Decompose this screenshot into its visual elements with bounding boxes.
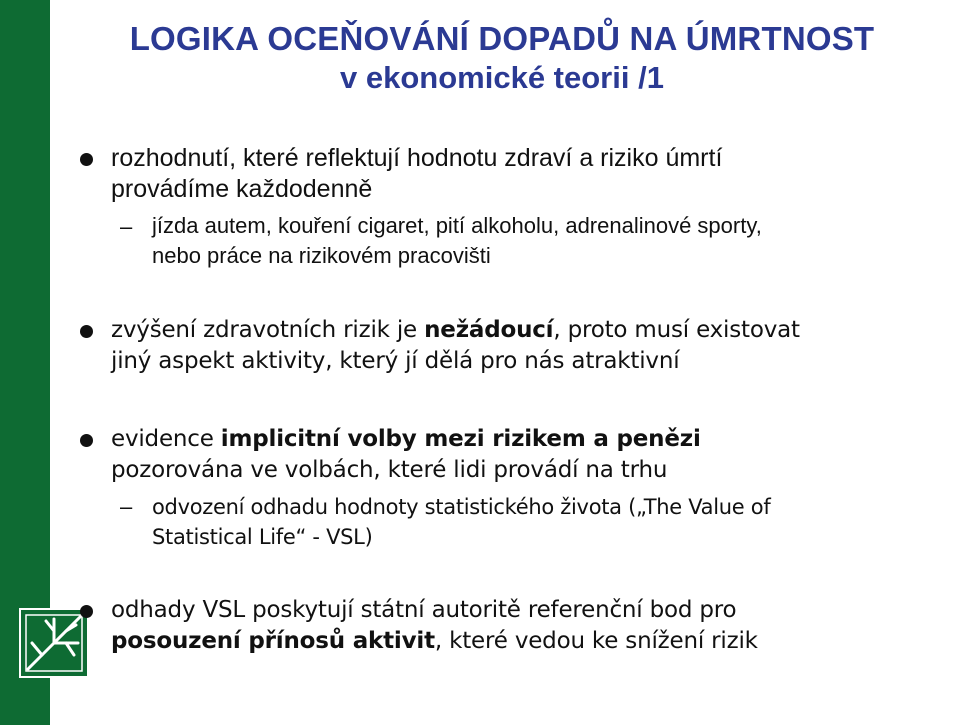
bullet-4 [111, 595, 951, 657]
bullet-4-line1: odhady VSL poskytují státní autoritě referenční bod pro [111, 597, 737, 623]
sub-bullet-dash: – [120, 494, 133, 519]
bullet-4-line2 [111, 626, 951, 657]
bullet-3-emphasis: implicitní volby mezi rizikem a penězi [220, 426, 701, 452]
sub-bullet-3 [152, 492, 960, 552]
bullet-dot [80, 325, 93, 338]
sub-bullet-3-line1: odvození odhadu hodnoty statistického života („The Value of [152, 495, 771, 519]
bullet-dot [80, 153, 93, 166]
bullet-2-text-post: , proto musí existovat [553, 317, 800, 343]
bullet-4-text-post: , které vedou ke snížení rizik [434, 628, 758, 654]
bullet-3 [111, 424, 951, 486]
bullet-3-text-pre: evidence [111, 426, 221, 452]
bullet-2-emphasis: nežádoucí [424, 317, 554, 343]
bullet-2-line1 [111, 315, 951, 346]
sub-bullet-1-line1: jízda autem, kouření cigaret, pití alkoholu, adrenalinové sporty, [152, 213, 762, 238]
sub-bullet-3-line2: Statistical Life“ - VSL) [152, 525, 373, 549]
bullet-1 [111, 143, 951, 205]
slide-subtitle: v ekonomické teorii /1 [340, 60, 664, 95]
bullet-dot [80, 434, 93, 447]
sub-bullet-1 [152, 211, 960, 271]
bullet-1-line2: provádíme každodenně [111, 175, 373, 203]
bullet-3-line2: pozorována ve volbách, které lidi provádí na trhu [111, 457, 668, 483]
bullet-dot [80, 605, 93, 618]
sub-bullet-1-line2: nebo práce na rizikovém pracovišti [152, 243, 491, 268]
bullet-2 [111, 315, 951, 377]
sub-bullet-dash: – [120, 214, 133, 239]
slide-title: LOGIKA OCEŇOVÁNÍ DOPADŮ NA ÚMRTNOST [129, 20, 875, 57]
bullet-4-emphasis: posouzení přínosů aktivit [111, 628, 435, 654]
bullet-3-line1 [111, 424, 951, 455]
bullet-2-text-pre: zvýšení zdravotních rizik je [111, 317, 425, 343]
bullet-2-line2: jiný aspekt aktivity, který jí dělá pro nás atraktivní [111, 348, 680, 374]
bullet-1-line1: rozhodnutí, které reflektují hodnotu zdraví a riziko úmrtí [111, 144, 723, 172]
